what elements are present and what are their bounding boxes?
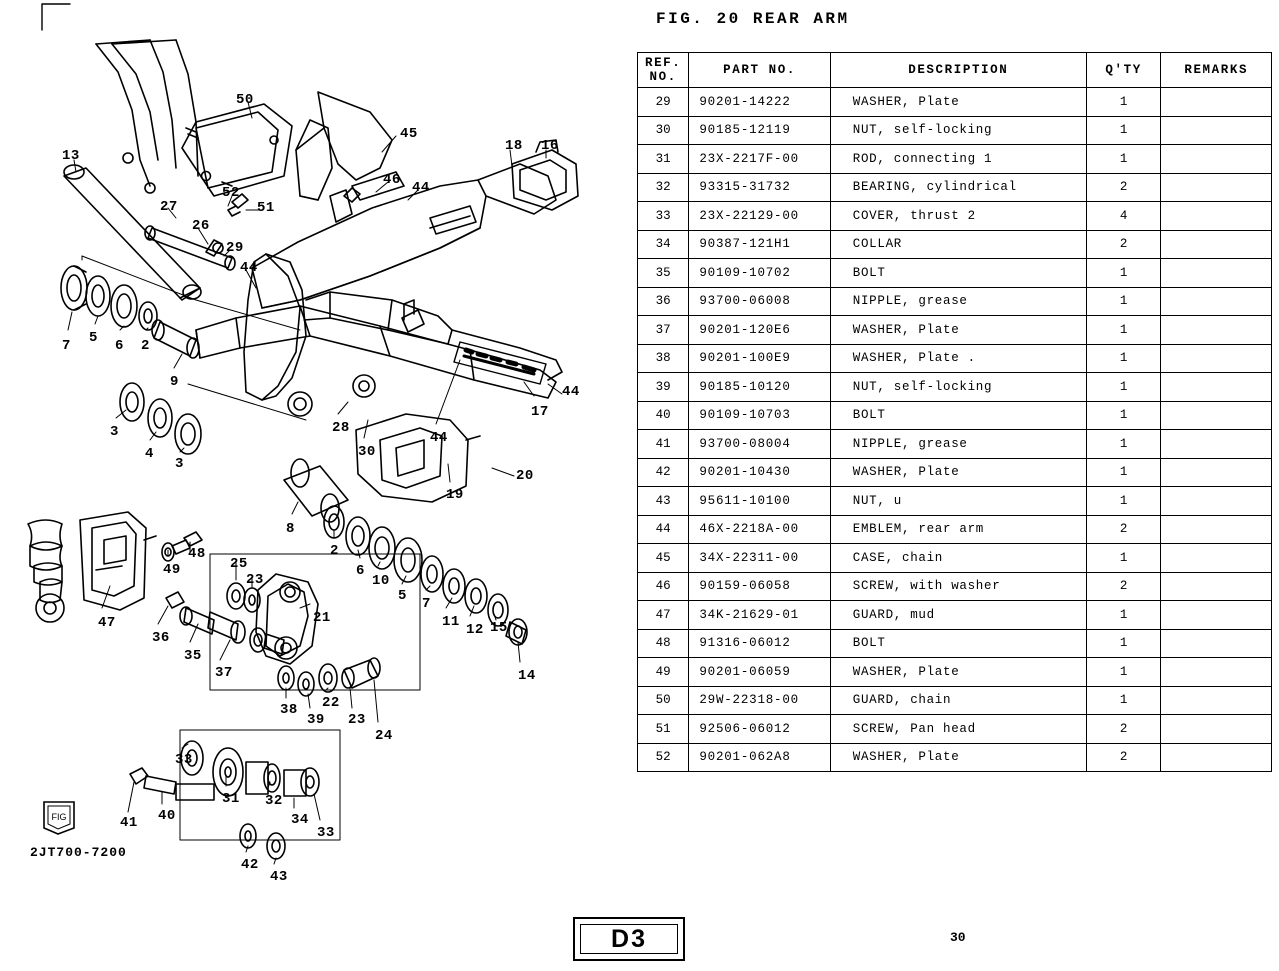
table-header-row — [638, 53, 1272, 88]
cell-description: SCREW, with washer — [830, 572, 1086, 601]
callout-number: 44 — [412, 180, 430, 196]
cell-qty: 1 — [1086, 116, 1161, 145]
cell-ref-no: 42 — [638, 458, 689, 487]
parts-table-body — [638, 88, 1272, 772]
rear-arm-exploded-drawing — [0, 0, 630, 971]
callout-number: 18 — [505, 138, 523, 154]
cell-qty: 1 — [1086, 629, 1161, 658]
table-row — [638, 544, 1272, 573]
callout-number: 7 — [422, 596, 431, 612]
cell-qty: 2 — [1086, 715, 1161, 744]
cell-description: GUARD, mud — [830, 601, 1086, 630]
cell-ref-no: 49 — [638, 658, 689, 687]
cell-description: COLLAR — [830, 230, 1086, 259]
cell-remarks — [1161, 715, 1272, 744]
cell-qty: 1 — [1086, 145, 1161, 174]
header-part-no: PART NO. — [689, 53, 830, 88]
cell-remarks — [1161, 515, 1272, 544]
cell-remarks — [1161, 572, 1272, 601]
cell-description: WASHER, Plate — [830, 458, 1086, 487]
cell-part-no: 23X-2217F-00 — [689, 145, 830, 174]
cell-part-no: 90185-12119 — [689, 116, 830, 145]
cell-qty: 2 — [1086, 230, 1161, 259]
cell-description: SCREW, Pan head — [830, 715, 1086, 744]
cell-description: NUT, self-locking — [830, 116, 1086, 145]
callout-number: 47 — [98, 615, 116, 631]
table-row — [638, 629, 1272, 658]
cell-remarks — [1161, 287, 1272, 316]
callout-number: 30 — [358, 444, 376, 460]
cell-remarks — [1161, 173, 1272, 202]
cell-ref-no: 38 — [638, 344, 689, 373]
callout-number: 5 — [398, 588, 407, 604]
callout-number: 33 — [317, 825, 335, 841]
cell-qty: 1 — [1086, 344, 1161, 373]
cell-description: BEARING, cylindrical — [830, 173, 1086, 202]
cell-part-no: 90201-120E6 — [689, 316, 830, 345]
cell-description: NUT, u — [830, 487, 1086, 516]
cell-ref-no: 36 — [638, 287, 689, 316]
cell-description: WASHER, Plate — [830, 743, 1086, 772]
callout-number: 13 — [62, 148, 80, 164]
cell-part-no: 93700-08004 — [689, 430, 830, 459]
cell-ref-no: 50 — [638, 686, 689, 715]
callout-number: 46 — [383, 172, 401, 188]
table-row — [638, 316, 1272, 345]
cell-remarks — [1161, 544, 1272, 573]
cell-description: NUT, self-locking — [830, 373, 1086, 402]
cell-remarks — [1161, 202, 1272, 231]
fig-badge-icon — [44, 802, 74, 834]
table-row — [638, 145, 1272, 174]
cell-remarks — [1161, 316, 1272, 345]
callout-number: 24 — [375, 728, 393, 744]
callout-number: 6 — [115, 338, 124, 354]
svg-text:FIG: FIG — [51, 812, 67, 822]
callout-number: 23 — [246, 572, 264, 588]
cell-ref-no: 47 — [638, 601, 689, 630]
cell-description: GUARD, chain — [830, 686, 1086, 715]
cell-ref-no: 48 — [638, 629, 689, 658]
cell-qty: 4 — [1086, 202, 1161, 231]
cell-qty: 1 — [1086, 401, 1161, 430]
table-row — [638, 88, 1272, 117]
cell-ref-no: 35 — [638, 259, 689, 288]
cell-part-no: 90201-100E9 — [689, 344, 830, 373]
callout-number: 27 — [160, 199, 178, 215]
callout-number: 8 — [286, 521, 295, 537]
cell-ref-no: 40 — [638, 401, 689, 430]
cell-ref-no: 43 — [638, 487, 689, 516]
callout-number: 12 — [466, 622, 484, 638]
cell-part-no: 23X-22129-00 — [689, 202, 830, 231]
table-row — [638, 116, 1272, 145]
cell-part-no: 90201-14222 — [689, 88, 830, 117]
callout-number: 42 — [241, 857, 259, 873]
table-row — [638, 487, 1272, 516]
table-row — [638, 401, 1272, 430]
cell-qty: 1 — [1086, 259, 1161, 288]
cell-part-no: 90109-10703 — [689, 401, 830, 430]
cell-qty: 2 — [1086, 173, 1161, 202]
callout-number: 32 — [265, 793, 283, 809]
cell-ref-no: 32 — [638, 173, 689, 202]
cell-remarks — [1161, 743, 1272, 772]
exploded-diagram-panel — [0, 0, 630, 971]
callout-number: 38 — [280, 702, 298, 718]
callout-number: 7 — [62, 338, 71, 354]
table-row — [638, 287, 1272, 316]
cell-description: ROD, connecting 1 — [830, 145, 1086, 174]
header-remarks: REMARKS — [1161, 53, 1272, 88]
callout-number: 33 — [175, 752, 193, 768]
callout-number: 26 — [192, 218, 210, 234]
cell-ref-no: 46 — [638, 572, 689, 601]
section-label: D3 — [580, 924, 678, 954]
cell-ref-no: 37 — [638, 316, 689, 345]
header-ref-line2: NO. — [649, 70, 677, 84]
cell-qty: 1 — [1086, 458, 1161, 487]
cell-part-no: 91316-06012 — [689, 629, 830, 658]
cell-description: EMBLEM, rear arm — [830, 515, 1086, 544]
cell-remarks — [1161, 230, 1272, 259]
callout-number: 44 — [430, 430, 448, 446]
cell-remarks — [1161, 458, 1272, 487]
cell-description: WASHER, Plate — [830, 658, 1086, 687]
table-row — [638, 173, 1272, 202]
cell-ref-no: 31 — [638, 145, 689, 174]
callout-number: 16 — [541, 138, 559, 154]
table-row — [638, 344, 1272, 373]
cell-qty: 1 — [1086, 430, 1161, 459]
callout-number: 44 — [240, 260, 258, 276]
callout-number: 37 — [215, 665, 233, 681]
cell-qty: 1 — [1086, 373, 1161, 402]
table-row — [638, 259, 1272, 288]
cell-description: WASHER, Plate . — [830, 344, 1086, 373]
cell-remarks — [1161, 116, 1272, 145]
callout-number: 34 — [291, 812, 309, 828]
cell-part-no: 95611-10100 — [689, 487, 830, 516]
callout-number: 15 — [490, 620, 508, 636]
cell-qty: 2 — [1086, 572, 1161, 601]
table-row — [638, 572, 1272, 601]
callout-number: 2 — [330, 543, 339, 559]
parts-table-panel — [628, 0, 1279, 971]
callout-number: 31 — [222, 791, 240, 807]
callout-number: 28 — [332, 420, 350, 436]
cell-qty: 2 — [1086, 743, 1161, 772]
cell-qty: 1 — [1086, 88, 1161, 117]
cell-ref-no: 34 — [638, 230, 689, 259]
cell-qty: 1 — [1086, 316, 1161, 345]
table-row — [638, 373, 1272, 402]
callout-number: 9 — [170, 374, 179, 390]
cell-part-no: 90387-121H1 — [689, 230, 830, 259]
table-row — [638, 715, 1272, 744]
parts-table — [637, 52, 1272, 772]
callout-number: 43 — [270, 869, 288, 885]
callout-number: 14 — [518, 668, 536, 684]
cell-part-no: 90201-06059 — [689, 658, 830, 687]
callout-number: 19 — [446, 487, 464, 503]
cell-remarks — [1161, 344, 1272, 373]
parts-table-header — [638, 53, 1272, 88]
cell-part-no: 90185-10120 — [689, 373, 830, 402]
cell-qty: 2 — [1086, 515, 1161, 544]
callout-number: 11 — [442, 614, 460, 630]
cell-remarks — [1161, 658, 1272, 687]
cell-description: COVER, thrust 2 — [830, 202, 1086, 231]
section-marker — [573, 917, 685, 961]
cell-description: WASHER, Plate — [830, 88, 1086, 117]
cell-part-no: 93700-06008 — [689, 287, 830, 316]
callout-number: 50 — [236, 92, 254, 108]
cell-ref-no: 33 — [638, 202, 689, 231]
table-row — [638, 686, 1272, 715]
cell-qty: 1 — [1086, 287, 1161, 316]
callout-number: 10 — [372, 573, 390, 589]
callout-number: 23 — [348, 712, 366, 728]
cell-remarks — [1161, 401, 1272, 430]
callout-number: 3 — [175, 456, 184, 472]
cell-description: NIPPLE, grease — [830, 430, 1086, 459]
cell-remarks — [1161, 430, 1272, 459]
cell-remarks — [1161, 88, 1272, 117]
callout-number: 5 — [89, 330, 98, 346]
cell-qty: 1 — [1086, 686, 1161, 715]
callout-number: 2 — [141, 338, 150, 354]
cell-ref-no: 51 — [638, 715, 689, 744]
cell-part-no: 29W-22318-00 — [689, 686, 830, 715]
callout-number: 41 — [120, 815, 138, 831]
callout-number: 36 — [152, 630, 170, 646]
cell-remarks — [1161, 259, 1272, 288]
table-row — [638, 430, 1272, 459]
cell-ref-no: 30 — [638, 116, 689, 145]
cell-qty: 1 — [1086, 658, 1161, 687]
table-row — [638, 601, 1272, 630]
cell-ref-no: 39 — [638, 373, 689, 402]
cell-part-no: 34K-21629-01 — [689, 601, 830, 630]
cell-part-no: 92506-06012 — [689, 715, 830, 744]
callout-number: 35 — [184, 648, 202, 664]
cell-ref-no: 45 — [638, 544, 689, 573]
cell-part-no: 90159-06058 — [689, 572, 830, 601]
header-qty: Q'TY — [1086, 53, 1161, 88]
callout-number: 49 — [163, 562, 181, 578]
cell-qty: 1 — [1086, 544, 1161, 573]
cell-remarks — [1161, 373, 1272, 402]
cell-part-no: 93315-31732 — [689, 173, 830, 202]
cell-part-no: 46X-2218A-00 — [689, 515, 830, 544]
callout-number: 21 — [313, 610, 331, 626]
callout-number: 4 — [145, 446, 154, 462]
cell-description: NIPPLE, grease — [830, 287, 1086, 316]
callout-number: 25 — [230, 556, 248, 572]
table-row — [638, 743, 1272, 772]
cell-part-no: 90201-062A8 — [689, 743, 830, 772]
callout-number: 17 — [531, 404, 549, 420]
callout-number: 45 — [400, 126, 418, 142]
callout-number: 29 — [226, 240, 244, 256]
table-row — [638, 515, 1272, 544]
cell-ref-no: 52 — [638, 743, 689, 772]
callout-number: 3 — [110, 424, 119, 440]
cell-description: CASE, chain — [830, 544, 1086, 573]
cell-description: BOLT — [830, 259, 1086, 288]
cell-description: BOLT — [830, 629, 1086, 658]
drawing-number: 2JT700-7200 — [30, 845, 127, 860]
cell-remarks — [1161, 601, 1272, 630]
cell-qty: 1 — [1086, 487, 1161, 516]
table-row — [638, 202, 1272, 231]
cell-part-no: 90201-10430 — [689, 458, 830, 487]
table-row — [638, 658, 1272, 687]
cell-part-no: 34X-22311-00 — [689, 544, 830, 573]
callout-number: 44 — [562, 384, 580, 400]
header-ref-no — [638, 53, 689, 88]
callout-number: 52 — [222, 185, 240, 201]
cell-ref-no: 41 — [638, 430, 689, 459]
header-description: DESCRIPTION — [830, 53, 1086, 88]
page-number: 30 — [950, 930, 966, 945]
cell-ref-no: 44 — [638, 515, 689, 544]
table-row — [638, 458, 1272, 487]
cell-description: WASHER, Plate — [830, 316, 1086, 345]
callout-number: 20 — [516, 468, 534, 484]
cell-remarks — [1161, 686, 1272, 715]
cell-remarks — [1161, 629, 1272, 658]
cell-remarks — [1161, 145, 1272, 174]
callout-number: 40 — [158, 808, 176, 824]
callout-number: 48 — [188, 546, 206, 562]
cell-description: BOLT — [830, 401, 1086, 430]
cell-part-no: 90109-10702 — [689, 259, 830, 288]
callout-number: 6 — [356, 563, 365, 579]
table-row — [638, 230, 1272, 259]
callout-number: 51 — [257, 200, 275, 216]
cell-ref-no: 29 — [638, 88, 689, 117]
callout-number: 22 — [322, 695, 340, 711]
figure-title: FIG. 20 REAR ARM — [656, 10, 850, 28]
callout-number: 39 — [307, 712, 325, 728]
cell-qty: 1 — [1086, 601, 1161, 630]
header-ref-line1: REF. — [644, 55, 682, 70]
cell-remarks — [1161, 487, 1272, 516]
